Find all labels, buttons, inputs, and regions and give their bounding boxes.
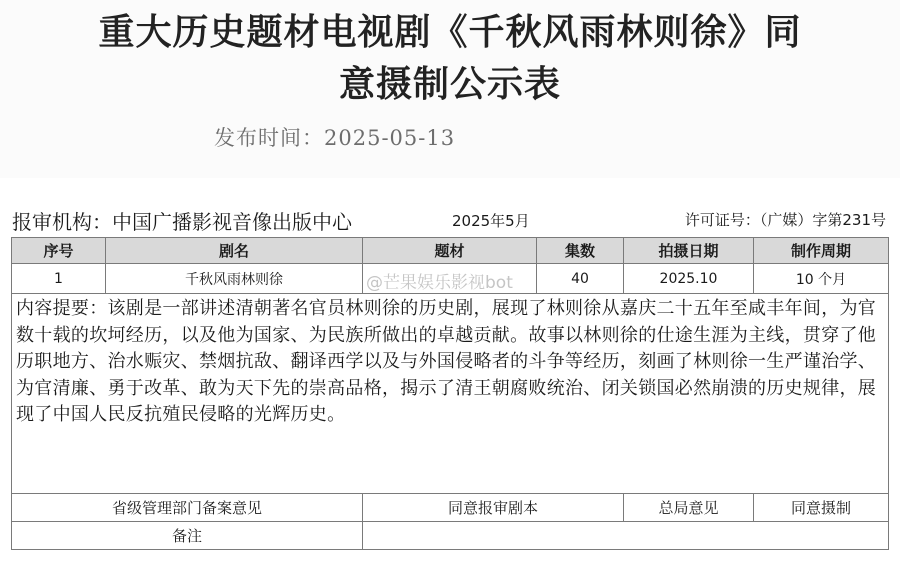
provincial-opinion-label: 省级管理部门备案意见 [12, 494, 363, 522]
org-value: 中国广播影视音像出版中心 [112, 210, 352, 234]
remark-row [12, 522, 889, 550]
header-shoot-date: 拍摄日期 [624, 238, 754, 264]
cell-index: 1 [12, 264, 106, 294]
opinion-row [12, 494, 889, 522]
header-index: 序号 [12, 238, 106, 264]
table-header-row [12, 238, 889, 264]
org-label: 报审机构： [12, 210, 112, 234]
publish-date [214, 122, 455, 152]
header-cycle: 制作周期 [754, 238, 889, 264]
watermark: @芒果娱乐影视bot [366, 273, 513, 293]
summary-row [12, 294, 889, 494]
page-title-line-2: 意摄制公示表 [338, 64, 561, 105]
header-area [0, 0, 900, 178]
page-title-line-1: 重大历史题材电视剧《千秋风雨林则徐》同 [98, 12, 802, 53]
header-genre: 题材 [363, 238, 537, 264]
cell-episodes: 40 [537, 264, 624, 294]
header-episodes: 集数 [537, 238, 624, 264]
license-label: 许可证号： [684, 211, 760, 229]
document-meta [0, 206, 900, 236]
remark-label: 备注 [12, 522, 363, 550]
provincial-opinion-value: 同意报审剧本 [363, 494, 624, 522]
cell-shoot-date: 2025.10 [624, 264, 754, 294]
applicant-org [12, 206, 352, 235]
license-number [685, 209, 886, 230]
remark-value [363, 522, 889, 550]
bureau-opinion-label: 总局意见 [624, 494, 754, 522]
header-name: 剧名 [106, 238, 363, 264]
year-month: 2025年5月 [452, 212, 530, 230]
content-summary: 内容提要：该剧是一部讲述清朝著名官员林则徐的历史剧，展现了林则徐从嘉庆二十五年至咸丰年间，为官数十载的坎坷经历，以及他为国家、为民族所做出的卓越贡献。故事以林则徐的仕途生涯为主线，贯穿了他历职地方、治水赈灾、禁烟抗敌、翻译西学以及与外国侵略者的斗争等经历，刻画了林则徐一生严谨治学、为官清廉、勇于改革、敢为天下先的崇高品格，揭示了清王朝腐败统治、闭关锁国必然崩溃的历史规律，展现了中国人民反抗殖民侵略的光辉历史。 [12, 294, 889, 494]
cell-name: 千秋风雨林则徐 [106, 264, 363, 294]
publish-label: 发布时间： [214, 126, 324, 150]
bureau-opinion-value: 同意摄制 [754, 494, 889, 522]
publish-date-value: 2025-05-13 [324, 126, 456, 150]
cell-cycle: 10 个月 [754, 264, 889, 294]
license-value: （广媒）字第231号 [759, 211, 886, 229]
